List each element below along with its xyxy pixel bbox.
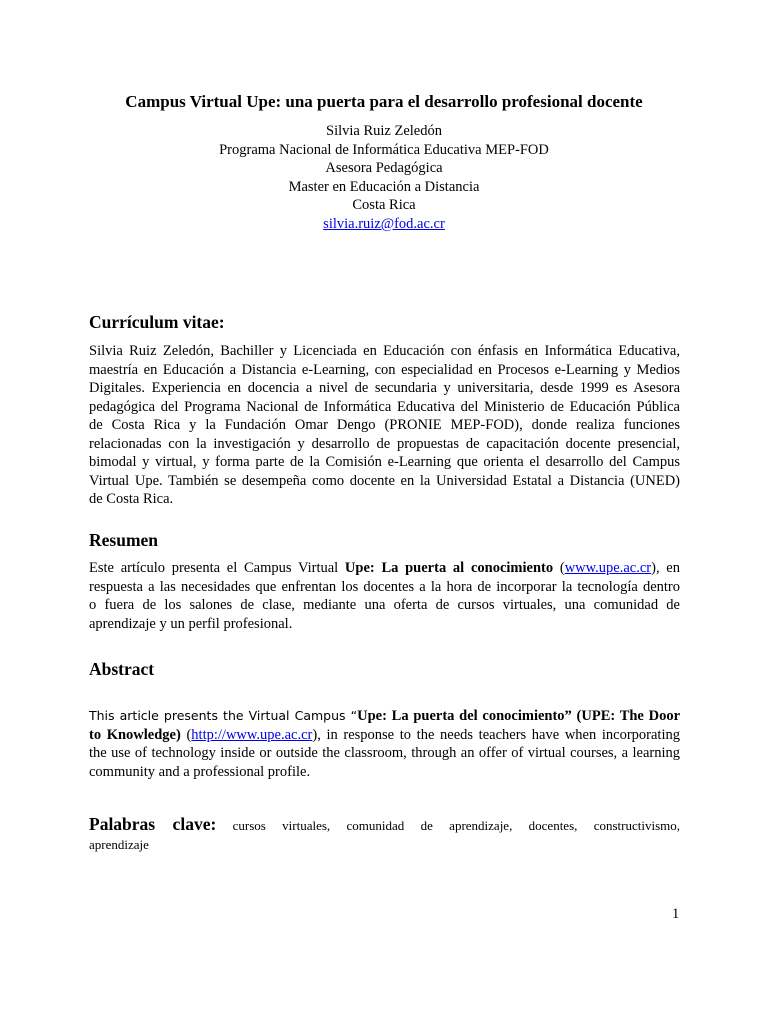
resumen-line: respuesta a las necesidades que enfrentan los docentes a la hora de incorporar la tecnología dentro bbox=[89, 578, 680, 595]
cv-line: pedagógica del Programa Nacional de Informática Educativa del Ministerio de Educación Pública bbox=[89, 398, 680, 415]
resumen-bold: Upe: La puerta al conocimiento bbox=[344, 560, 554, 576]
document-title: Campus Virtual Upe: una puerta para el desarrollo profesional docente bbox=[125, 92, 643, 111]
abstract-line: community and a professional profile. bbox=[89, 763, 311, 780]
cv-line: de Costa Rica. bbox=[89, 491, 174, 507]
cv-line: Virtual Upe. También se desempeña como docente en la Universidad Estatal a Distancia (UNED) bbox=[89, 472, 680, 489]
cv-line: relacionadas con la investigación y desarrollo de propuestas de capacitación docente presencial, bbox=[89, 435, 680, 452]
cv-line: bimodal y virtual, y forma parte de la Comisión e-Learning que orienta el desarrollo del Campus bbox=[89, 454, 680, 470]
resumen-heading: Resumen bbox=[89, 530, 159, 550]
resumen-line: o fuera de los salones de clase, mediante una oferta de cursos virtuales, una comunidad de bbox=[89, 597, 680, 613]
author-role: Asesora Pedagógica bbox=[325, 160, 443, 176]
author-program: Programa Nacional de Informática Educativa MEP-FOD bbox=[219, 141, 549, 158]
cv-heading: Currículum vitae: bbox=[89, 312, 225, 332]
author-email-link[interactable]: silvia.ruiz@fod.ac.cr bbox=[323, 215, 445, 232]
cv-line: de Costa Rica y la Fundación Omar Dengo (PRONIE MEP-FOD), donde realiza funciones bbox=[89, 417, 680, 433]
author-block bbox=[0, 122, 768, 233]
cv-line: Silvia Ruiz Zeledón, Bachiller y Licenciada en Educación con énfasis en Informática Educativa, bbox=[89, 343, 680, 359]
resumen-paragraph bbox=[89, 559, 680, 633]
page-number: 1 bbox=[672, 906, 680, 922]
keywords-label: Palabras clave: bbox=[89, 814, 217, 834]
keywords-line: aprendizaje bbox=[89, 836, 149, 852]
cv-line: Digitales. Experiencia en docencia a nivel de secundaria y universitaria, desde 1999 es Asesora bbox=[89, 380, 680, 396]
abstract-paragraph bbox=[89, 707, 680, 781]
abstract-bold: Upe: La puerta del conocimiento” (UPE: The Door bbox=[357, 708, 681, 724]
abstract-line: the use of technology inside or outside the classroom, through an offer of virtual courses, a learning bbox=[89, 745, 680, 761]
abstract-line: to Knowledge) (http://www.upe.ac.cr), in response to the needs teachers have when incorporating bbox=[89, 726, 680, 743]
upe-link[interactable]: www.upe.ac.cr bbox=[564, 560, 652, 576]
upe-http-link[interactable]: http://www.upe.ac.cr bbox=[191, 726, 313, 743]
abstract-line: This article presents the Virtual Campus “Upe: La puerta del conocimiento” (UPE: The Door bbox=[89, 708, 681, 724]
resumen-line: Este artículo presenta el Campus Virtual Upe: La puerta al conocimiento (www.upe.ac.cr), en bbox=[89, 560, 680, 576]
author-country: Costa Rica bbox=[352, 197, 416, 213]
keywords-line: Palabras clave: cursos virtuales, comunidad de aprendizaje, docentes, constructivismo, bbox=[89, 814, 680, 834]
cv-line: maestría en Educación a Distancia e-Learning, con especialidad en Procesos e-Learning y Medios bbox=[89, 361, 680, 378]
author-degree: Master en Educación a Distancia bbox=[288, 178, 480, 195]
keywords-paragraph bbox=[89, 815, 680, 854]
resumen-line: aprendizaje y un perfil profesional. bbox=[89, 615, 293, 632]
cv-paragraph bbox=[89, 342, 680, 509]
author-name: Silvia Ruiz Zeledón bbox=[326, 123, 442, 139]
abstract-heading: Abstract bbox=[89, 659, 155, 679]
